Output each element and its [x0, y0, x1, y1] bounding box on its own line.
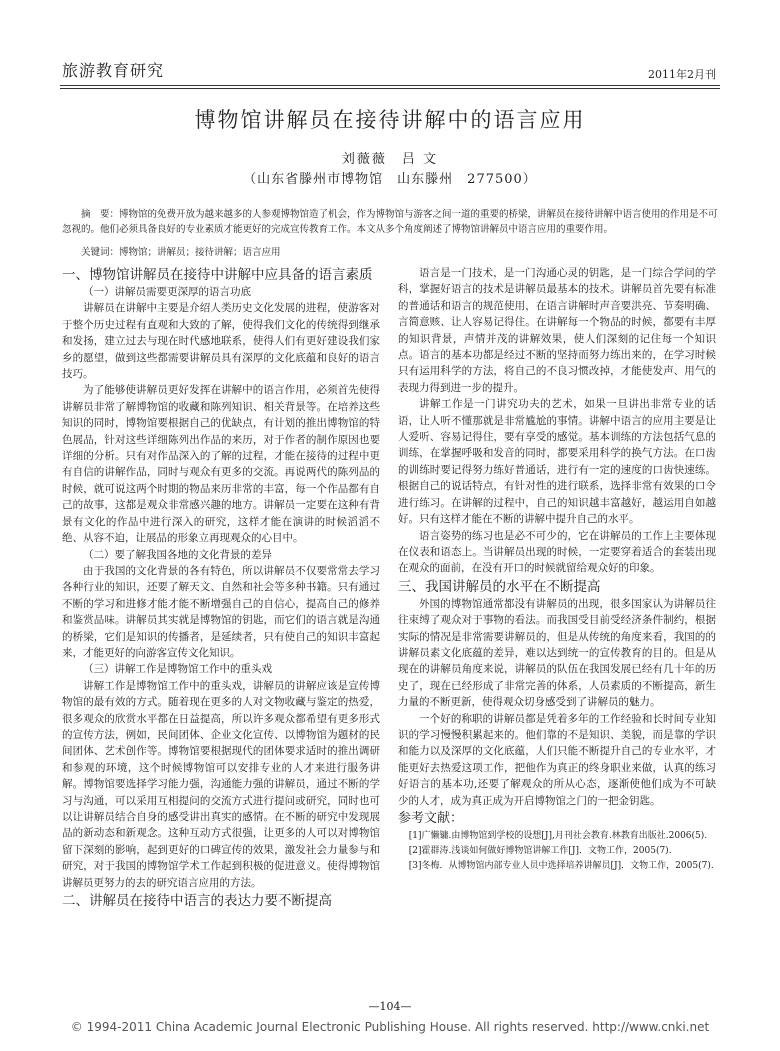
- paragraph: 由于我国的文化背景的各有特色，所以讲解员不仅要常常去学习各种行业的知识，还要了解天文、自然和社会等多种书籍。只有通过不断的学习和进修才能才能不断增强自己的自信心，提高自己的修养和鉴赏品味。讲解员其实就是博物馆的钥匙，而它们的语言就是沟通的桥梁，它们是知识的传播者，是延续者，只有使自己的知识丰富起来，才能更好的向游客宣传文化知识。: [62, 564, 380, 659]
- paragraph: 语言姿势的练习也是必不可少的，它在讲解员的工作上主要体现在仪表和语态上。当讲解员出现的时候，一定要穿着适合的套装出现在观众的面前，在没有开口的时候就留给观众好的印象。: [398, 529, 716, 575]
- left-column: [62, 265, 380, 910]
- section-heading-3: 三、我国讲解员的水平在不断提高: [398, 578, 601, 595]
- paragraph: 讲解员在讲解中主要是介绍人类历史文化发展的进程，使游客对于整个历史过程有直观和大致的了解，使得我们文化的传统得到继承和发扬，建立过去与现在时代感地联系，使得人们有更好建设我们家乡的愿望，做到这些都需要讲解员具有深厚的文化底蕴和良好的语言技巧。: [62, 302, 380, 381]
- paragraph: 语言是一门技术，是一门沟通心灵的钥匙，是一门综合学问的学科，掌握好语言的技术是讲解员最基本的技术。讲解员首先要有标准的普通话和语言的规范使用，在语言讲解时声音要洪亮、节奏明确、言简意赅、让人容易记得住。在讲解每一个物品的时候，都要有丰厚的知识背景，声情并茂的讲解效果，使人们深刻的记住每一个知识点。语言的基本功都是经过不断的坚持而努力练出来的，在学习时候只有运用科学的方法，将自己的不良习惯改掉，才能使发声、用气的表现力得到进一步的提升。: [398, 267, 716, 394]
- author-affiliation: （山东省滕州市博物馆 山东滕州 277500）: [243, 172, 537, 187]
- page-number: —104—: [368, 1000, 412, 1013]
- article-title: 博物馆讲解员在接待讲解中的语言应用: [194, 108, 586, 132]
- subsection-heading-1: （一）讲解员需要更深厚的语言功底: [83, 286, 251, 298]
- paragraph: 为了能够使讲解员更好发挥在讲解中的语言作用，必须首先使得讲解员非常了解博物馆的收藏和陈列知识、相关背景等。在培养这些知识的同时，博物馆要根据自己的优缺点，有计划的推出博物馆的特色展品，针对这些详细陈列出作品的来历，对于作者的制作原因也要详细的分析。只有对作品深入的了解的过程，才能在接待的过程中更有自信的讲解作品，同时与观众有更多的交流。再说两代的陈列品的时候，就可说这两个时期的物品来历非常的丰富，每一个作品都有自己的故事，这都是观众非常感兴趣的地方。讲解员一定要在这种有背景有文化的作品中进行深入的研究，这样才能在演讲的时候滔滔不绝、从容不迫，让展品的形象立再现观众的心目中。: [62, 384, 380, 545]
- abstract: 摘 要：博物馆的免费开放为越来越多的人参观博物馆造了机会，作为博物馆与游客之间一道的重要的桥梁，讲解员在接待讲解中语言使用的作用是不可忽视的。他们必须具备良好的专业素质才能更好的完成宣传教育工作。本文从多个角度阐述了博物馆讲解员中语言应用的重要作用。: [62, 209, 718, 235]
- reference-item: [1]广懒镛.由博物馆到学校的设想[J],月刊社会教育.林教育出版社.2006(5).: [408, 831, 708, 842]
- paragraph: 外国的博物馆通常都没有讲解员的出现，很多国家认为讲解员往往束缚了观众对于事物的看法。而我国受目前受经济条件制约，根据实际的情况是非常需要讲解员的，但是从传统的角度来看，我国的的讲解员素文化底蕴的差异，难以达到统一的宣传教育的目的。但是从现在的讲解员角度来说，讲解员的队伍在我国发展已经有几十年的历史了，现在已经形成了非常完善的体系，人员素质的不断提高，新生力量的不断更新，使得观众切身感受到了讲解员的魅力。: [398, 597, 716, 709]
- reference-item: [3]冬梅．从博物馆内部专业人员中选择培养讲解员[J]．文物工作，2005(7).: [408, 861, 714, 872]
- references-heading: 参考文献：: [398, 811, 464, 826]
- paragraph: 讲解工作是一门讲究功夫的艺术，如果一旦讲出非常专业的话语，让人听不懂那就是非常尴尬的事情。讲解中语言的应用主要是让人爱听、容易记得住，要有享受的感觉。基本训练的方法包括气息的训练，在掌握呼吸和发音的同时，都要采用科学的换气方法。在口齿的训练时要记得努力练好普通话，进行有一定的速度的口齿快速练。根据自己的说话特点，有针对性的进行联系，选择非常有效果的口令进行练习。在讲解的过程中，自己的知识越丰富越好，越运用自如越好。只有这样才能在不断的讲解中提升自己的水平。: [398, 398, 716, 526]
- subsection-heading-2: （二）要了解我国各地的文化背景的差异: [83, 548, 272, 561]
- article-authors: 刘薇薇 吕 文: [341, 152, 439, 167]
- paragraph: 一个好的称职的讲解员都是凭着多年的工作经验和长时间专业知识的学习慢慢积累起来的。他们靠的不是知识、美貌，而是靠的学识和能力以及深厚的文化底蕴，人们只能不断提升自己的专业水平，才能更好去热爱这项工作，把他作为真正的终身职业来做，认真的练习好语言的基本功,还要了解观众的所从心态，逐渐使他们成为不可缺少的人才，成为真正成为开启博物馆之门的一把金钥匙。: [398, 712, 716, 807]
- section-heading-1: 一、博物馆讲解员在接待中讲解中应具备的语言素质: [62, 267, 373, 283]
- copyright-footer: © 1994-2011 China Academic Journal Electronic Publishing House. All rights reserved. http://www.cnki.net: [70, 1020, 710, 1034]
- section-heading-2: 二、讲解员在接待中语言的表达力要不断提高: [62, 893, 332, 910]
- reference-item: [2]霍群涛.浅谈如何做好博物馆讲解工作[J]．文物工作，2005(7).: [408, 846, 672, 857]
- subsection-heading-3: （三）讲解工作是博物馆工作中的重头戏: [83, 663, 272, 676]
- header-rule-thin: [60, 88, 720, 89]
- journal-name: 旅游教育研究: [62, 61, 165, 80]
- issue-date: 2011年2月刊: [648, 68, 716, 81]
- paragraph: 讲解工作是博物馆工作中的重头戏，讲解员的讲解应该是宣传博物馆的最有效的方式。随着现在更多的人对文物收藏与鉴定的热爱，很多观众的欣赏水平都在日益提高，所以许多观众都希望有更多形式的宣传方法，例如，民间团体、企业文化宣传、以博物馆为题材的民间团体、艺术创作等。博物馆要根据现代的团体要求适时的推出调研和参观的环境，这个时候博物馆可以安排专业的人才来进行服务讲解。博物馆要选择学习能力强，沟通能力强的讲解员，通过不断的学习与沟通，可以采用互相提问的交流方式进行提问或研究，同时也可以让讲解员结合自身的感受讲出真实的感情。在不断的研究中发现展品的新动态和新观念。这种互动方式很强，让更多的人可以对博物馆留下深刻的影响，起到更好的口碑宣传的效果，激发社会力量参与和研究，对于我国的博物馆学术工作起到积极的促进意义。使得博物馆讲解员更努力的去的研究语言应用的方法。: [62, 679, 380, 889]
- keywords: 关键词：博物馆；讲解员；接待讲解；语言应用: [81, 247, 281, 258]
- header-rule: [60, 85, 720, 86]
- right-column: [398, 265, 716, 874]
